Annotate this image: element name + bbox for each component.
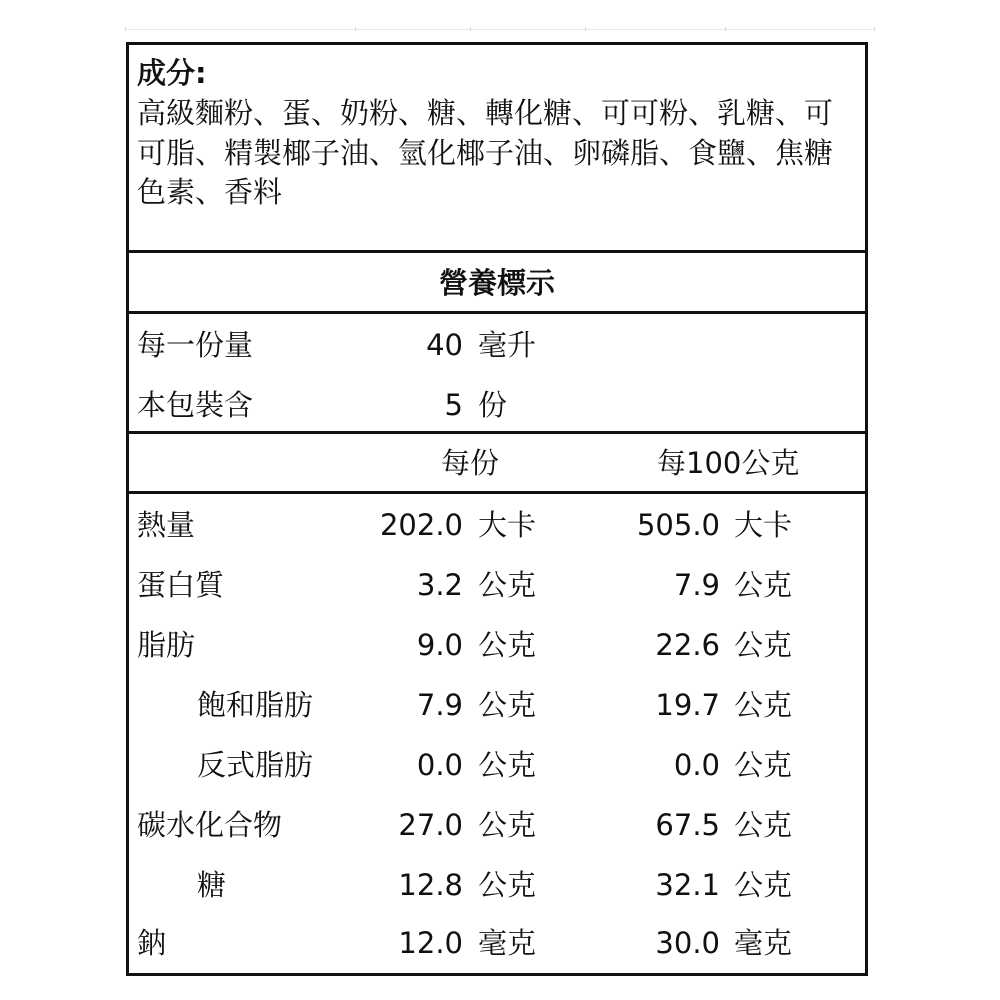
column-header-row	[129, 443, 865, 483]
per-serving-header: 每份	[441, 446, 500, 480]
per-serving-unit: 公克	[478, 748, 537, 782]
nutrient-row-sodium	[129, 923, 865, 963]
per-serving-value: 27.0	[398, 808, 463, 842]
nutrient-label: 糖	[197, 868, 227, 902]
nutrient-label: 碳水化合物	[137, 808, 283, 842]
per-serving-unit: 公克	[478, 808, 537, 842]
per-100g-value: 19.7	[655, 688, 720, 722]
nutrient-label: 脂肪	[137, 628, 196, 662]
serving-size-value: 40	[426, 328, 463, 362]
per-100g-value: 505.0	[636, 508, 720, 542]
product-label	[126, 42, 868, 976]
per-100g-unit: 公克	[734, 688, 793, 722]
top-guide-tick	[874, 27, 875, 31]
per-serving-unit: 毫克	[478, 926, 537, 960]
per-serving-unit: 公克	[478, 868, 537, 902]
divider	[129, 491, 865, 494]
nutrient-label: 鈉	[137, 926, 167, 960]
top-guide-tick	[585, 27, 586, 31]
divider	[129, 431, 865, 434]
per-serving-value: 12.0	[398, 926, 463, 960]
nutrient-row-fat	[129, 625, 865, 665]
per-100g-unit: 公克	[734, 868, 793, 902]
per-100g-value: 32.1	[655, 868, 720, 902]
nutrient-label: 反式脂肪	[197, 748, 314, 782]
top-guide-line	[125, 29, 875, 30]
top-guide-tick	[470, 27, 471, 31]
per-100g-value: 22.6	[655, 628, 720, 662]
per-100g-value: 0.0	[673, 748, 720, 782]
nutrient-row-protein	[129, 565, 865, 605]
nutrient-row-trans-fat	[129, 745, 865, 785]
nutrient-label: 熱量	[137, 508, 196, 542]
per-100g-value: 30.0	[655, 926, 720, 960]
top-guide-tick	[355, 27, 356, 31]
per-serving-unit: 公克	[478, 568, 537, 602]
per-100g-unit: 毫克	[734, 926, 793, 960]
nutrient-row-calories	[129, 505, 865, 545]
servings-per-package-row	[129, 385, 865, 425]
nutrient-row-sugar	[129, 865, 865, 905]
per-serving-value: 0.0	[416, 748, 463, 782]
per-serving-value: 7.9	[416, 688, 463, 722]
servings-per-package-label: 本包裝含	[137, 388, 254, 422]
serving-size-label: 每一份量	[137, 328, 254, 362]
per-100g-unit: 公克	[734, 568, 793, 602]
per-100g-value: 67.5	[655, 808, 720, 842]
per-serving-unit: 公克	[478, 628, 537, 662]
serving-size-unit: 毫升	[478, 328, 537, 362]
per-100g-unit: 公克	[734, 808, 793, 842]
ingredients-title: 成分:	[137, 56, 207, 90]
nutrition-title: 營養標示	[438, 266, 555, 300]
ingredients-list: 高級麵粉、蛋、奶粉、糖、轉化糖、可可粉、乳糖、可可脂、精製椰子油、氫化椰子油、卵磷脂、食鹽、焦糖色素、香料	[137, 96, 834, 209]
nutrient-row-saturated-fat	[129, 685, 865, 725]
serving-size-row	[129, 325, 865, 365]
per-serving-value: 202.0	[379, 508, 463, 542]
per-serving-unit: 公克	[478, 688, 537, 722]
divider	[129, 250, 865, 253]
per-serving-unit: 大卡	[478, 508, 537, 542]
per-serving-value: 3.2	[416, 568, 463, 602]
top-guide-tick	[125, 27, 126, 31]
nutrient-row-carbohydrate	[129, 805, 865, 845]
top-guide-tick	[725, 27, 726, 31]
per-serving-value: 12.8	[398, 868, 463, 902]
per-100g-unit: 大卡	[734, 508, 793, 542]
servings-per-package-unit: 份	[478, 388, 508, 422]
per-100g-unit: 公克	[734, 748, 793, 782]
nutrient-label: 蛋白質	[137, 568, 225, 602]
nutrient-label: 飽和脂肪	[197, 688, 314, 722]
per-serving-value: 9.0	[416, 628, 463, 662]
per-100g-value: 7.9	[673, 568, 720, 602]
per-100g-header: 每100公克	[657, 446, 800, 480]
divider	[129, 311, 865, 314]
servings-per-package-value: 5	[444, 388, 463, 422]
per-100g-unit: 公克	[734, 628, 793, 662]
